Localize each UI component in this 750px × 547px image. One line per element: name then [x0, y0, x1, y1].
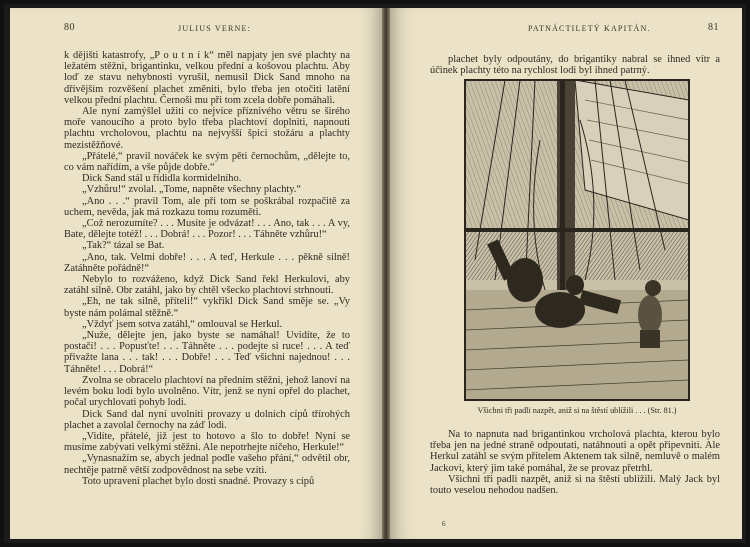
paragraph: Na to napnuta nad brigantinkou vrcholová plachta, kterou bylo třeba jen na jedné straně odpoutati, natáhnouti a opět připevniti. Ale Herkul zatáhl se svým přítelem Aktenem tak silně, nemluvě o malém Jackovi, který jim také pomáhal, že se provaz přetrhl. [430, 429, 720, 474]
paragraph: „Vzhůru!“ zvolal. „Tome, napněte všechny plachty.“ [82, 184, 302, 196]
right-page [390, 8, 742, 539]
paragraph: Zvolna se obracelo plachtoví na předním stěžni, jehož lanoví na levém boku lodi bylo uvolněno. Vítr, jenž se nyní opřel do plachet, počal urychlovati pohyb lodi. [64, 374, 350, 409]
right-page-number: 81 [708, 22, 719, 33]
paragraph: „Ano . . .“ pravil Tom, ale při tom se poškrábal rozpačitě za uchem, nevěda, jak má rozkazu tomu rozuměti. [64, 195, 350, 218]
signature-mark: 6 [442, 520, 446, 528]
paragraph: „Vynasnažím se, abych jednal podle vašeho přání,“ odvětil obr, nechtěje patrně větší zodpovědnost na sebe vzíti. [64, 453, 350, 476]
engraving-illustration [464, 79, 690, 401]
paragraph: Toto upravení plachet bylo dosti snadné. Provazy s cípů [82, 475, 315, 487]
paragraph: „Vždyť jsem sotva zatáhl,“ omlouval se Herkul. [82, 318, 283, 330]
book-gutter [382, 8, 390, 539]
illustration-caption: Všichni tři padli nazpět, aniž si na štěstí ublížili . . . (Str. 81.) [477, 406, 677, 415]
paragraph: plachet byly odpoutány, do brigantiky nabral se ihned vítr a účinek plachty této na rychlost lodi byl ihned patrný. [430, 54, 720, 77]
paragraph: Dick Sand dal nyní uvolniti provazy u dolních cípů třírohých plachet a zavolal černochy na záď lodi. [64, 408, 350, 431]
paragraph: „Nuže, dělejte jen, jako byste se namáhal! Uvidíte, že to postačí! . . . Popusťte! . . . Táhněte . . . podejte si ruce! . . . A teď přivažte lana . . . tak! . . . Dobře! . . . Teď všichni najednou! . . . Táhněte! . . . Dobrá!“ [64, 330, 350, 375]
left-page [10, 8, 382, 539]
book-spread [4, 4, 746, 543]
left-running-head: JULIUS VERNE: [178, 24, 252, 33]
paragraph: Ale nyní zamýšlel užiti co nejvíce příznivého větru se širého moře vanoucího a proto bylo třeba plachtoví doplniti, napnouti plachtu vrcholovou, plachtu na nejvyšší špici stožáru a plachty mezistěžňové. [64, 106, 350, 151]
paragraph: „Eh, ne tak silně, příteli!“ vykřikl Dick Sand směje se. „Vy byste nám polámal stěžně.“ [64, 296, 350, 319]
left-page-number: 80 [64, 22, 75, 33]
right-running-head: PATNÁCTILETÝ KAPITÁN. [528, 24, 651, 33]
paragraph: Nebylo to rozváženo, když Dick Sand řekl Herkulovi, aby zatáhl silně. Obr zatáhl, jako by chtěl všecko plachtoví strhnouti. [64, 274, 350, 297]
paragraph: Všichni tři padli nazpět, aniž si na štěstí ublížili. Malý Jack byl touto veselou nehodou nadšen. [430, 473, 720, 497]
left-body-text [64, 50, 350, 487]
right-bottom-text [430, 429, 720, 496]
paragraph: „Přátelé,“ pravil nováček ke svým pěti černochům, „dělejte to, co vám nařídím, a vše půjde dobře.“ [64, 150, 350, 174]
right-top-text [430, 54, 720, 76]
paragraph: Dick Sand stál u řídidla kormidelního. [82, 173, 242, 185]
paragraph: „Tak?“ tázal se Bat. [82, 240, 165, 252]
paragraph: k dějišti katastrofy, „P o u t n í k“ měl napjaty jen své plachty na ležatém stěžni, brigantinku, velkou přední a košovou plachtu. Aby loď ze stavu nehybnosti vyrušil, nemusil Dick Sand mnoho na dřívějším rozvěšení plachet změniti, bylo třeba jen otočiti latění velkou přední plachtu. Černoši mu při tom zcela dobře pomáhali. [64, 50, 350, 106]
paragraph: „Což nerozumíte? . . . Musíte je odvázat! . . . Ano, tak . . . A vy, Bate, dělejte totéž! . . . Dobrá! . . . Pozor! . . . Táhněte vzhůru!“ [64, 218, 350, 241]
engraving-sailors-falling [465, 80, 689, 400]
paragraph: „Vidíte, přátelé, již jest to hotovo a šlo to dobře! Nyní se musíme zabývati velkými stěžni. Ale nepotrhejte ničeho, Herkule!“ [64, 430, 350, 454]
paragraph: „Ano, tak. Velmi dobře! . . . A teď, Herkule . . . pěkně silně! Zatáhněte pořádně!“ [64, 251, 350, 274]
